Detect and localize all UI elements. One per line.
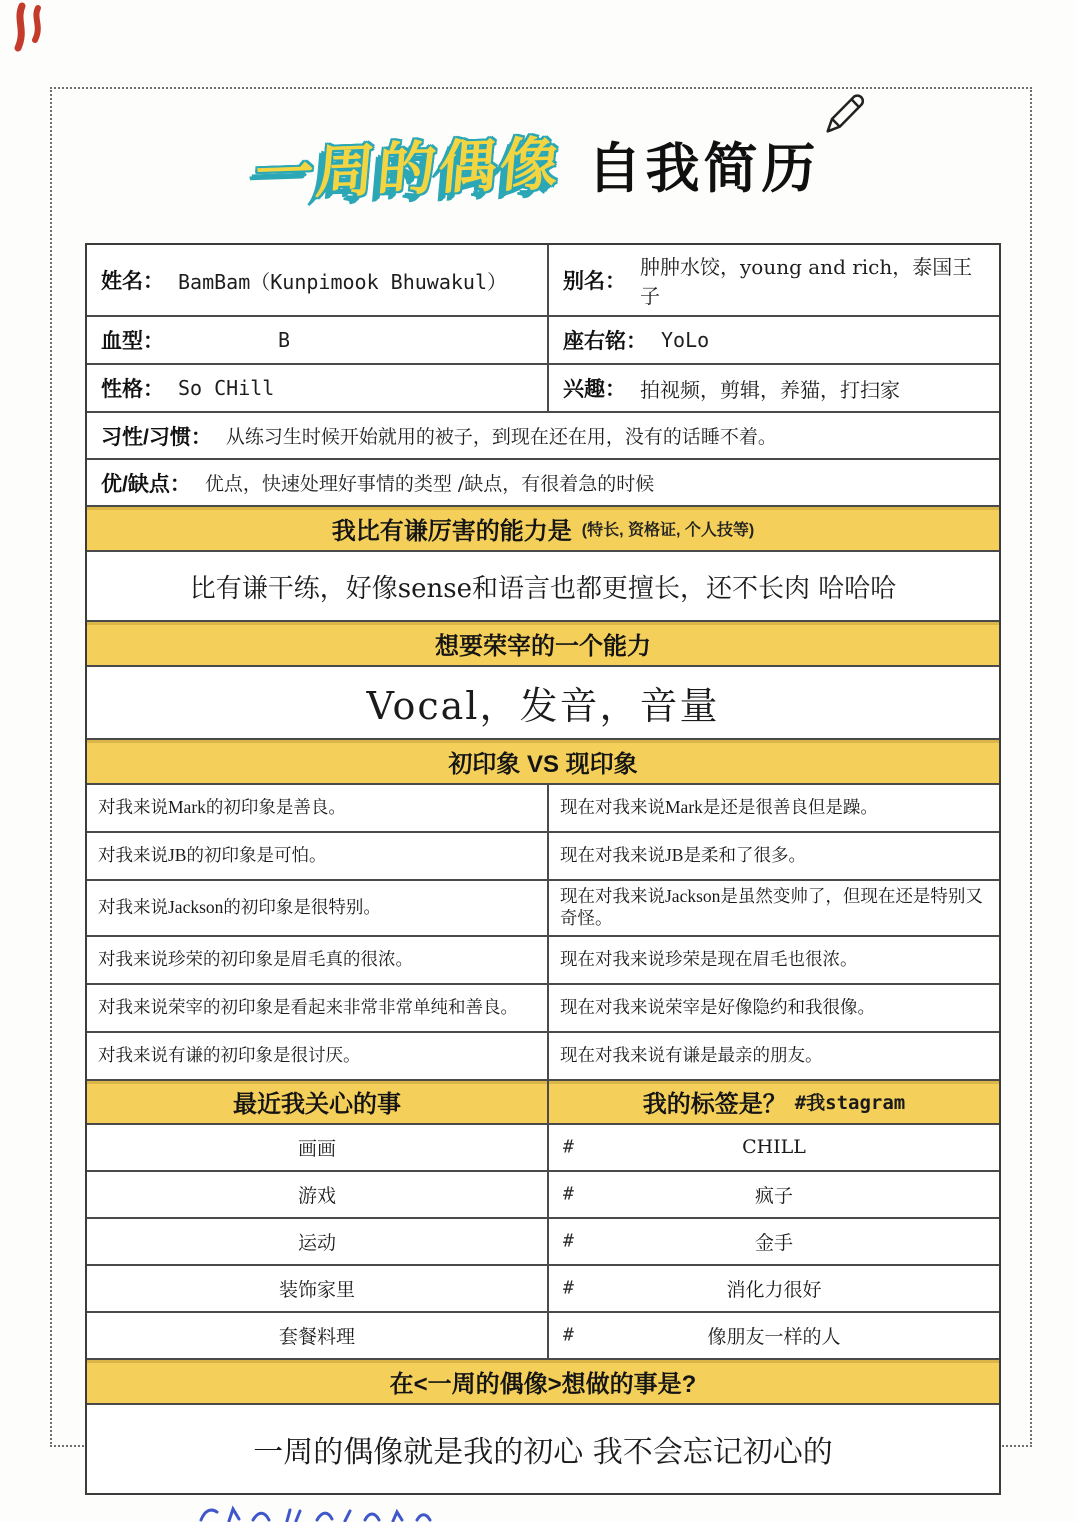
resume-form-table [85,243,1001,1495]
concern-text: 套餐料理 [278,1325,355,1348]
impression-row [87,785,999,833]
banner-title: 我的标签是？ [642,1091,787,1119]
field-value: 从练习生时候开始就用的被子，到现在还在用，没有的话睡不着。 [225,426,777,448]
hash-symbol: # [563,1136,574,1158]
profile-row-pros-cons [87,460,999,507]
impression-first: 对我来说Mark的初印象是善良。 [87,785,549,831]
impression-first: 对我来说Jackson的初印象是很特别。 [87,881,549,935]
answer-ability: 比有谦干练，好像sense和语言也都更擅长，还不长肉 哈哈哈 [87,552,999,622]
concern-item [87,1266,549,1311]
banner-title: 最近我关心的事 [233,1091,401,1119]
banner-concerns [87,1081,549,1123]
banner-title: 初印象 VS 现印象 [448,751,638,778]
red-pen-marks [6,2,54,66]
impression-row [87,985,999,1033]
tag-text: CHILL [742,1136,806,1159]
concern-tag-row [87,1313,999,1360]
section-banner-ability [87,507,999,552]
profile-row-blood-motto [87,317,999,365]
impression-now: 现在对我来说荣宰是好像隐约和我很像。 [560,996,875,1017]
tag-item [549,1125,999,1170]
concern-text: 游戏 [297,1184,336,1207]
concern-tag-row [87,1172,999,1219]
impression-now: 现在对我来说珍荣是现在眉毛也很浓。 [560,948,858,969]
hash-symbol: # [563,1324,574,1346]
profile-row-name-alias [87,245,999,317]
concern-item [87,1219,549,1264]
impression-first: 对我来说JB的初印象是可怕。 [87,833,549,879]
impression-now: 现在对我来说Mark是还是很善良但是躁。 [560,797,878,818]
section-banner-final [87,1360,999,1405]
section-banner-wish [87,622,999,667]
banner-tags [549,1081,999,1123]
concern-text: 装饰家里 [278,1278,355,1301]
weekly-idol-logo: 一周的偶像 [252,131,565,208]
blue-ink-artifact [195,1498,445,1522]
concern-tag-row [87,1266,999,1313]
field-value: YoLo [661,328,710,352]
hash-symbol: # [563,1230,574,1252]
field-label: 别名： [563,270,626,293]
impression-row [87,1033,999,1081]
answer-final: 一周的偶像就是我的初心 我不会忘记初心的 [253,1434,833,1470]
impression-first: 对我来说荣宰的初印象是看起来非常非常单纯和善良。 [87,985,549,1031]
impression-now: 现在对我来说Jackson是虽然变帅了，但现在还是特别又奇怪。 [560,886,983,928]
field-value: BamBam（Kunpimook Bhuwakul） [178,269,507,294]
field-label: 优/缺点： [101,472,191,496]
field-label: 兴趣： [563,378,626,401]
tag-item [549,1219,999,1264]
tag-text: 像朋友一样的人 [707,1325,841,1348]
hash-symbol: # [563,1183,574,1205]
banner-title: 我比有谦厉害的能力是 [331,518,572,545]
field-label: 血型： [101,330,164,353]
field-value: 优点，快速处理好事情的类型 /缺点，有很着急的时候 [204,473,655,495]
tag-text: 疯子 [754,1184,793,1207]
answer-wish: Vocal，发音，音量 [87,667,999,740]
field-motto [549,317,999,363]
page-title-text: 自我简历 [587,138,820,199]
field-value: So CHill [178,376,275,400]
impression-now: 现在对我来说有谦是最亲的朋友。 [560,1044,823,1065]
concern-tag-row [87,1219,999,1266]
concern-item [87,1172,549,1217]
field-value: B [278,328,291,352]
tag-text: 消化力很好 [726,1278,822,1301]
impression-now: 现在对我来说JB是柔和了很多。 [560,845,806,866]
tag-item [549,1172,999,1217]
impression-row [87,881,999,937]
field-name [87,245,549,315]
tag-item [549,1313,999,1358]
header-logo-row [0,122,1076,206]
section-banner-concerns-tags [87,1081,999,1125]
concern-item [87,1313,549,1358]
impression-row [87,937,999,985]
section-banner-impressions [87,740,999,785]
field-personality [87,365,549,411]
field-alias [549,245,999,315]
pencil-icon [820,92,866,138]
impression-first: 对我来说有谦的初印象是很讨厌。 [87,1033,549,1079]
impression-first: 对我来说珍荣的初印象是眉毛真的很浓。 [87,937,549,983]
page-title [588,126,820,203]
field-habits [87,413,999,458]
field-label: 性格： [101,378,164,401]
banner-note: (特长, 资格证, 个人技等) [581,522,755,539]
concern-item [87,1125,549,1170]
field-label: 姓名： [101,270,164,293]
field-value: 拍视频，剪辑，养猫，打扫家 [640,377,900,402]
tag-item [549,1266,999,1311]
field-value: 肿肿水饺，young and rich，泰国王子 [640,255,973,308]
field-label: 习性/习惯： [101,425,212,449]
concern-text: 画画 [297,1137,336,1160]
profile-row-personality-interest [87,365,999,413]
field-hobbies [549,365,999,411]
field-pros-cons [87,460,999,505]
profile-row-habits [87,413,999,460]
banner-hashtag-suffix: #我stagram [794,1092,906,1115]
banner-title: 想要荣宰的一个能力 [435,633,651,660]
concern-text: 运动 [297,1231,336,1254]
field-blood-type [87,317,549,363]
impression-row [87,833,999,881]
concern-tag-row [87,1125,999,1172]
field-label: 座右铭： [563,330,647,353]
tag-text: 金手 [754,1231,793,1254]
banner-title: 在<一周的偶像>想做的事是? [389,1370,697,1398]
hash-symbol: # [563,1277,574,1299]
